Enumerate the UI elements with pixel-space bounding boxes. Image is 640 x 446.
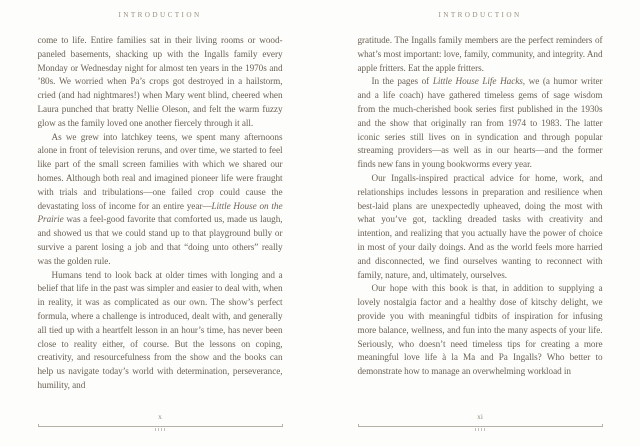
text-segment: , we (a humor writer and a life coach) have gathered timeless gems of sage wisdom from the much-cherished book series first published in the 1930s and the show that originally ran from 1974 to 1983. The latter iconic series still lives on in syndication and through popular streaming providers—as well as in our hearts—and the former finds new fans in young bookworms every year. — [357, 76, 603, 170]
text-segment: In the pages of — [371, 76, 433, 87]
page-number-left: x — [158, 412, 162, 421]
right-page — [320, 0, 640, 446]
right-page-body — [358, 34, 603, 379]
paragraph — [358, 75, 603, 172]
footer-ornament-left — [155, 428, 166, 431]
paragraph — [38, 269, 283, 393]
footer-ornament-right — [475, 428, 486, 431]
right-page-footer — [320, 412, 640, 431]
book-title-italic: Little House Life Hacks — [432, 76, 523, 87]
text-segment: Humans tend to look back at older times with longing and a belief that life in the past was simpler and easier to deal with, when in reality, it was as complicated as our own. The show’s perfect formula, where a challenge is introduced, dealt with, and generally all tied up with a heartfelt lesson in an hour’s time, has never been close to reality either, of course. But the lessons on coping, creativity, and resourcefulness from the show and the books can help us navigate today’s world with determination, perseverance, humility, and — [37, 269, 283, 390]
running-head-left: INTRODUCTION — [118, 11, 202, 19]
paragraph — [358, 172, 603, 282]
footer-rule-line — [38, 426, 283, 427]
book-title-italic: Little House on the Prairie — [37, 200, 283, 225]
paragraph — [38, 34, 283, 131]
text-segment: come to life. Entire families sat in their living rooms or wood-paneled basements, shacking up with the Ingalls family every Monday or Wednesday night for almost ten years in the 1970s and ’80s. We worried when Pa’s crops got destroyed in a hailstorm, cried (and had nightmares!) when Mary went blind, cheered when Laura punched that bratty Nellie Oleson, and felt the warm fuzzy glow as the family loved one another fiercely through it all. — [37, 35, 283, 128]
text-segment: As we grew into latchkey teens, we spent many afternoons alone in front of television reruns, and over time, we started to feel like part of the small screen families with which we shared our homes. Although both real and imagined pioneer life were fraught with trials and tribulations—one failed crop could cause the devastating loss of income for an entire year— — [37, 131, 283, 211]
page-number-right: xi — [477, 412, 483, 421]
left-page-footer — [0, 412, 320, 431]
text-segment: was a feel-good favorite that comforted us, made us laugh, and showed us that we could stand up to that playground bully or survive a parent losing a job and that “doing unto others” really was the golden rule. — [37, 214, 283, 266]
running-head-right: INTRODUCTION — [438, 11, 522, 19]
paragraph — [38, 131, 283, 269]
footer-rule-left — [38, 424, 283, 427]
footer-rule-line — [358, 426, 603, 427]
footer-rule-right — [358, 424, 603, 427]
text-segment: gratitude. The Ingalls family members are the perfect reminders of what’s most important: love, family, community, and integrity. And apple fritters. Eat the apple fritters. — [357, 35, 603, 73]
text-segment: Our Ingalls-inspired practical advice for home, work, and relationships includes lessons in preparation and resilience when best-laid plans are unexpectedly upheaved, doing the most with what you’ve got, tackling dreaded tasks with creativity and intention, and realizing that you actually have the power of choice in most of your daily doings. And as the world feels more harried and disconnected, we find ourselves wanting to reconnect with family, nature, and, ultimately, ourselves. — [357, 172, 603, 280]
left-page-body — [38, 34, 283, 393]
paragraph — [358, 34, 603, 75]
text-segment: Our hope with this book is that, in addition to supplying a lovely nostalgia factor and a healthy dose of kitschy delight, we provide you with meaningful tidbits of inspiration for infusing more balance, wellness, and fun into the many aspects of your life. Seriously, who doesn’t need timeless tips for creating a more meaningful love life à la Ma and Pa Ingalls? Who better to demonstrate how to manage an overwhelming workload in — [357, 283, 603, 377]
paragraph — [358, 282, 603, 379]
